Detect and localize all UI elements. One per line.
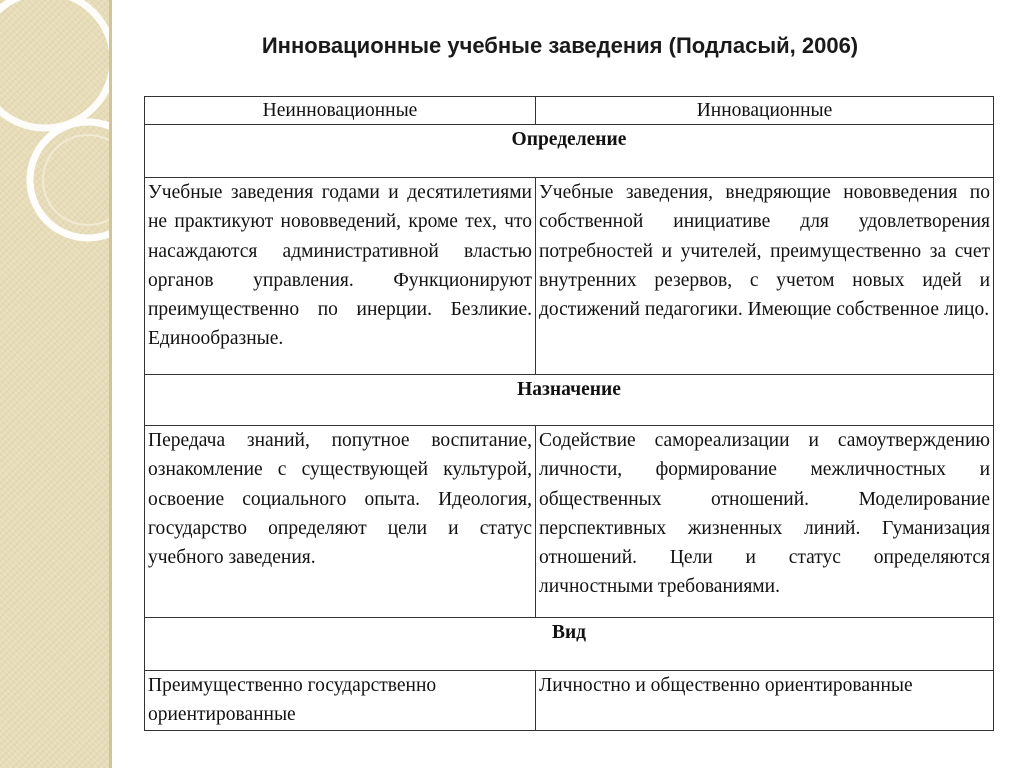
table-row [145,178,994,375]
header-non-innovative: Неинновационные [145,97,536,125]
section-title-definition: Определение [145,125,994,178]
cell-definition-non-innovative: Учебные заведения годами и десятилетиями не практикуют нововведений, кроме тех, что насаждаются административной властью органов управления. Функционируют преимущественно по инерции. Безликие. Единообразные. [145,178,536,375]
section-row-purpose [145,375,994,426]
cell-type-innovative: Личностно и общественно ориентированные [536,671,994,731]
cell-purpose-innovative: Содействие самореализации и самоутверждению личности, формирование межличностных и общественных отношений. Моделирование перспективных жизненных линий. Гуманизация отношений. Цели и статус определяются личностными требованиями. [536,426,994,618]
section-row-definition [145,125,994,178]
section-row-type [145,618,994,671]
page-title: Инновационные учебные заведения (Подласый, 2006) [261,33,859,58]
table-row [145,671,994,731]
section-title-type: Вид [145,618,994,671]
decorative-side-strip [0,0,112,768]
comparison-table [144,96,994,731]
table-header-row [145,97,994,125]
cell-type-non-innovative: Преимущественно государственно ориентированные [145,671,536,731]
cell-definition-innovative: Учебные заведения, внедряющие нововведения по собственной инициативе для удовлетворения потребностей и учителей, преимущественно за счет внутренних резервов, с учетом новых идей и достижений педагогики. Имеющие собственное лицо. [536,178,994,375]
table-row [145,426,994,618]
cell-purpose-non-innovative: Передача знаний, попутное воспитание, ознакомление с существующей культурой, освоение социального опыта. Идеология, государство определяют цели и статус учебного заведения. [145,426,536,618]
header-innovative: Инновационные [536,97,994,125]
comparison-table-wrapper [144,96,993,731]
decorative-rings-icon [0,0,112,768]
section-title-purpose: Назначение [145,375,994,426]
